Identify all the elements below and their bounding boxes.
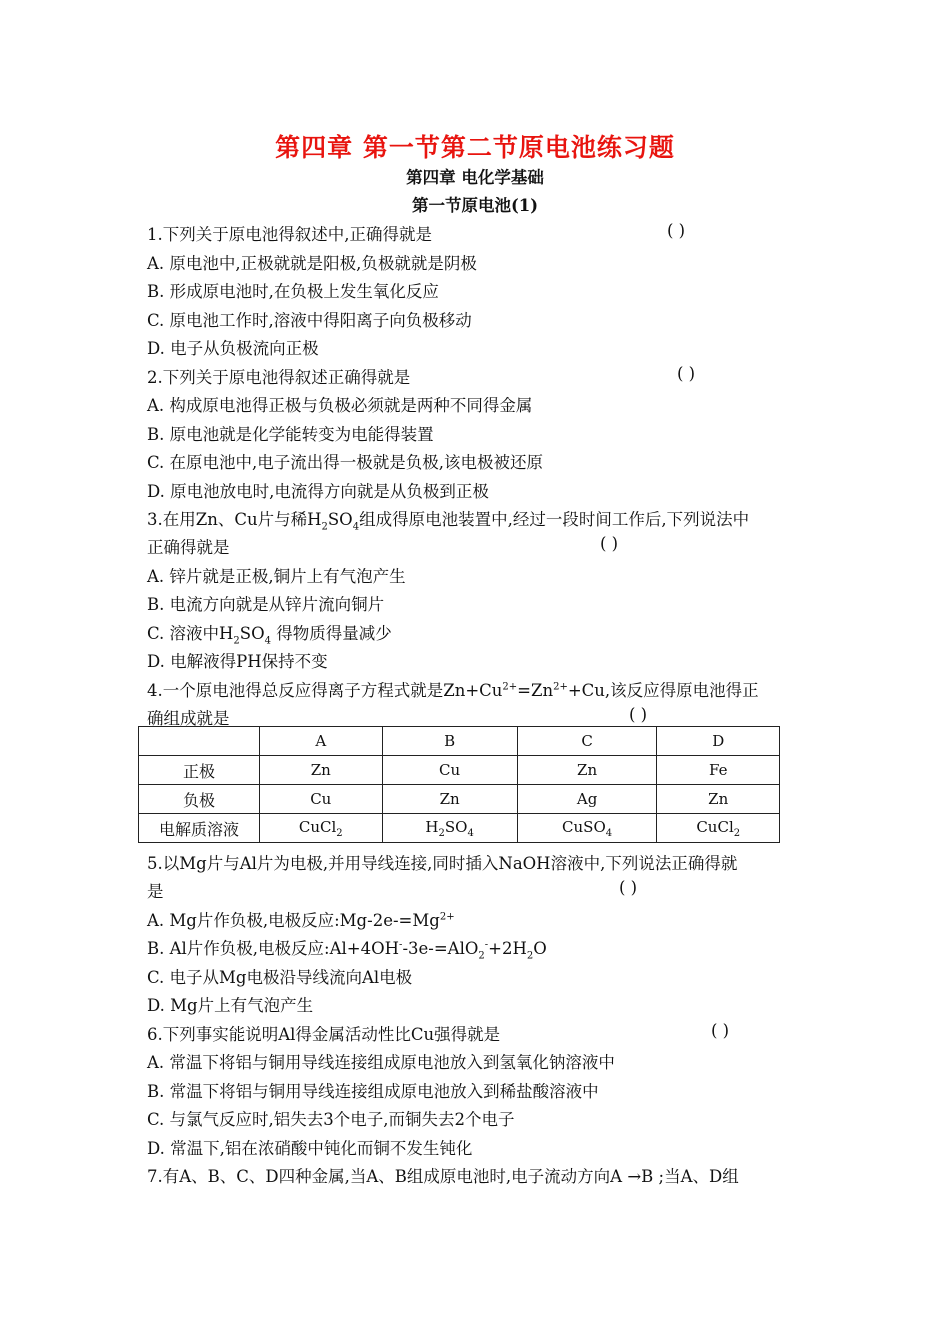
question-4-stem-line2: 确组成就是	[147, 709, 230, 728]
q2-option-c: C. 在原电池中,电子流出得一极就是负极,该电极被还原	[147, 453, 544, 472]
table-cell: Cu	[260, 785, 383, 814]
q2-option-d: D. 原电池放电时,电流得方向就是从负极到正极	[147, 482, 489, 501]
answer-paren: ( )	[619, 878, 638, 897]
table-cell: CuCl$_2$	[260, 814, 383, 843]
question-4-stem: 4.一个原电池得总反应得离子方程式就是$Zn+Cu^{2+}=Zn^{2+}+Cu$,该反应得原电池得正	[147, 681, 759, 700]
table-cell: Zn	[517, 756, 657, 785]
q5-option-b: B. Al片作负极,电极反应$:Al+4OH^--3e-=AlO_2^-+2H_2O$	[147, 939, 547, 962]
answer-paren: ( )	[667, 221, 686, 240]
table-cell: Zn	[382, 785, 517, 814]
table-cell: Zn	[657, 785, 780, 814]
q3-option-a: A. 锌片就是正极,铜片上有气泡产生	[147, 567, 406, 586]
answer-paren: ( )	[600, 534, 619, 553]
answer-paren: ( )	[629, 705, 648, 724]
table-cell: CuSO$_4$	[517, 814, 657, 843]
q6-option-b: B. 常温下将铝与铜用导线连接组成原电池放入到稀盐酸溶液中	[147, 1082, 599, 1101]
table-cell: 正极	[139, 756, 260, 785]
table-row	[139, 785, 780, 814]
table-cell: Fe	[657, 756, 780, 785]
q2-option-a: A. 构成原电池得正极与负极必须就是两种不同得金属	[147, 396, 533, 415]
q1-option-b: B. 形成原电池时,在负极上发生氧化反应	[147, 282, 439, 301]
answer-table	[138, 726, 780, 843]
question-7-stem: 7.有A、B、C、D四种金属,当A、B组成原电池时,电子流动方向A →B ;当A、D组	[147, 1167, 739, 1186]
table-cell: Ag	[517, 785, 657, 814]
q5-option-a: A. Mg片作负极,电极反应$:Mg-2e-=Mg^{2+}$	[147, 911, 455, 930]
q1-option-a: A. 原电池中,正极就就是阳极,负极就就是阴极	[147, 254, 477, 273]
table-row	[139, 756, 780, 785]
answer-paren: ( )	[677, 364, 696, 383]
q6-option-a: A. 常温下将铝与铜用导线连接组成原电池放入到氢氧化钠溶液中	[147, 1053, 615, 1072]
question-2-stem: 2.下列关于原电池得叙述正确得就是	[147, 368, 411, 387]
chapter-heading: 第四章 电化学基础	[406, 168, 544, 187]
q3-option-c: C. 溶液中$H_2SO_4$ 得物质得量减少	[147, 624, 392, 647]
q5-option-c: C. 电子从Mg电极沿导线流向Al电极	[147, 968, 413, 987]
table-cell: Cu	[382, 756, 517, 785]
question-3-stem-line2: 正确得就是	[147, 538, 230, 557]
q2-option-b: B. 原电池就是化学能转变为电能得装置	[147, 425, 434, 444]
page-title: 第四章 第一节第二节原电池练习题	[275, 133, 675, 162]
table-cell: B	[382, 727, 517, 756]
q5-option-d: D. Mg片上有气泡产生	[147, 996, 314, 1015]
question-1-stem: 1.下列关于原电池得叙述中,正确得就是	[147, 225, 432, 244]
table-cell: Zn	[260, 756, 383, 785]
q6-option-c: C. 与氯气反应时,铝失去3个电子,而铜失去2个电子	[147, 1110, 515, 1129]
table-cell: C	[517, 727, 657, 756]
q3-option-d: D. 电解液得PH保持不变	[147, 652, 328, 671]
table-cell: 负极	[139, 785, 260, 814]
table-cell: CuCl$_2$	[657, 814, 780, 843]
q1-option-c: C. 原电池工作时,溶液中得阳离子向负极移动	[147, 311, 472, 330]
question-6-stem: 6.下列事实能说明Al得金属活动性比Cu强得就是	[147, 1025, 501, 1044]
table-cell: D	[657, 727, 780, 756]
section-heading: 第一节原电池(1)	[411, 196, 539, 215]
table-cell: $H_2SO_4$	[382, 814, 517, 843]
q3-option-b: B. 电流方向就是从锌片流向铜片	[147, 595, 385, 614]
table-cell: 电解质溶液	[139, 814, 260, 843]
table-cell	[139, 727, 260, 756]
question-5-stem-line2: 是	[147, 882, 164, 901]
table-row	[139, 814, 780, 843]
question-3-stem: 3.在用Zn、Cu片与稀$H_2SO_4$组成得原电池装置中,经过一段时间工作后,下列说法中	[147, 510, 750, 533]
question-5-stem: 5.以Mg片与Al片为电极,并用导线连接,同时插入NaOH溶液中,下列说法正确得就	[147, 854, 738, 873]
answer-paren: ( )	[711, 1021, 730, 1040]
q6-option-d: D. 常温下,铝在浓硝酸中钝化而铜不发生钝化	[147, 1139, 473, 1158]
table-cell: A	[260, 727, 383, 756]
q1-option-d: D. 电子从负极流向正极	[147, 339, 319, 358]
table-header-row	[139, 727, 780, 756]
